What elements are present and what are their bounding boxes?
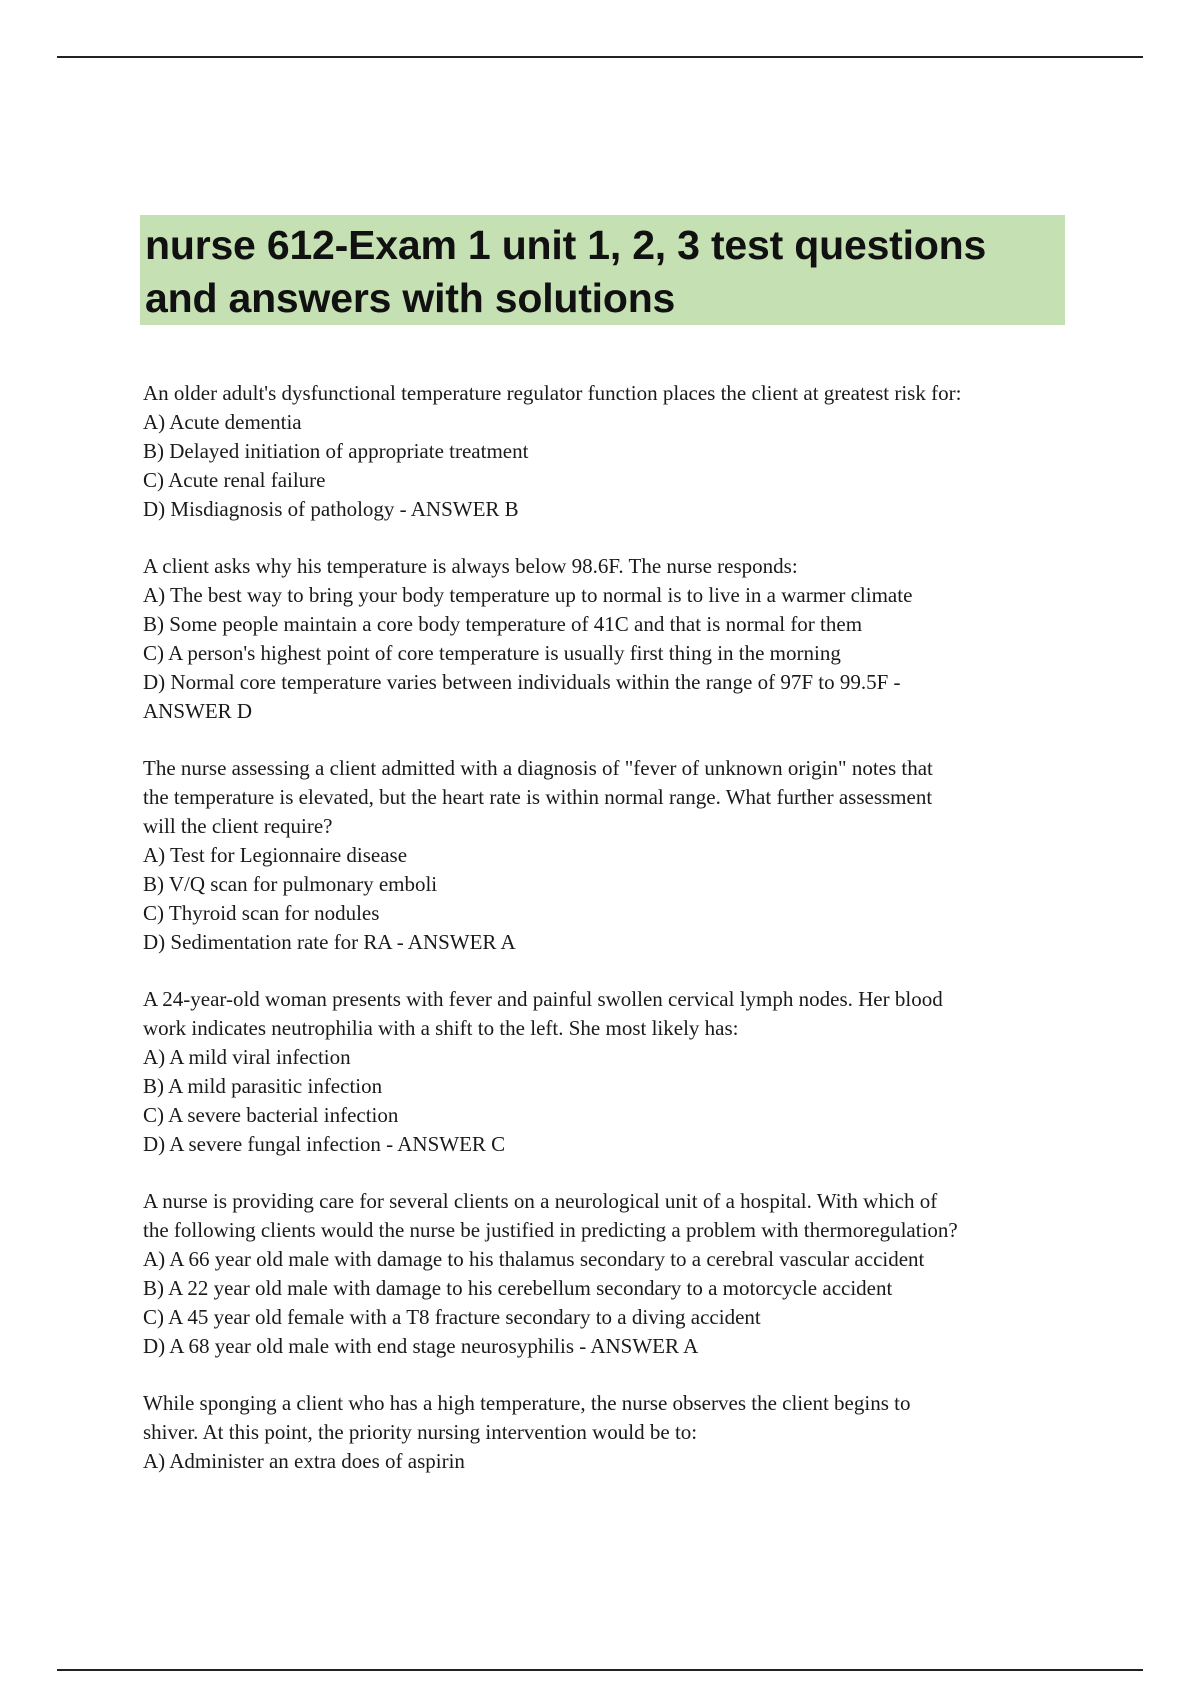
question-text-line: the temperature is elevated, but the heart rate is within normal range. What further assessment bbox=[143, 785, 933, 809]
question-text-line: An older adult's dysfunctional temperature regulator function places the client at greatest risk for: bbox=[143, 381, 962, 405]
question-text-line: B) A mild parasitic infection bbox=[143, 1074, 383, 1098]
question-text-line: B) Delayed initiation of appropriate treatment bbox=[143, 439, 529, 463]
question-text-line: While sponging a client who has a high temperature, the nurse observes the client begins to bbox=[143, 1391, 911, 1415]
question-text-line: ANSWER D bbox=[143, 699, 253, 723]
question-text-line: C) A person's highest point of core temperature is usually first thing in the morning bbox=[143, 641, 841, 665]
question-text-line: A) A mild viral infection bbox=[143, 1045, 351, 1069]
question-text-line: A client asks why his temperature is always below 98.6F. The nurse responds: bbox=[143, 554, 798, 578]
question-text-line: C) A severe bacterial infection bbox=[143, 1103, 399, 1127]
question-text-line: C) Thyroid scan for nodules bbox=[143, 901, 380, 925]
question-text-line: D) Normal core temperature varies between individuals within the range of 97F to 99.5F - bbox=[143, 670, 901, 694]
question-text-line: B) A 22 year old male with damage to his cerebellum secondary to a motorcycle accident bbox=[143, 1276, 893, 1300]
question-block bbox=[143, 754, 1083, 957]
question-text-line: D) A severe fungal infection - ANSWER C bbox=[143, 1132, 506, 1156]
question-list bbox=[143, 379, 1083, 1504]
question-text-line: D) Sedimentation rate for RA - ANSWER A bbox=[143, 930, 516, 954]
question-block bbox=[143, 1187, 1083, 1361]
question-block bbox=[143, 552, 1083, 726]
question-block bbox=[143, 379, 1083, 524]
title-banner bbox=[140, 215, 1065, 325]
question-text-line: D) A 68 year old male with end stage neurosyphilis - ANSWER A bbox=[143, 1334, 699, 1358]
question-text-line: C) Acute renal failure bbox=[143, 468, 326, 492]
title-line-1: nurse 612-Exam 1 unit 1, 2, 3 test questions bbox=[145, 222, 987, 268]
question-text-line: A) Administer an extra does of aspirin bbox=[143, 1449, 465, 1473]
question-text-line: A) The best way to bring your body temperature up to normal is to live in a warmer climate bbox=[143, 583, 913, 607]
question-text-line: the following clients would the nurse be justified in predicting a problem with thermoregulation? bbox=[143, 1218, 958, 1242]
page-title bbox=[145, 219, 1061, 325]
header-rule bbox=[57, 56, 1143, 58]
question-text-line: will the client require? bbox=[143, 814, 333, 838]
question-text-line: C) A 45 year old female with a T8 fracture secondary to a diving accident bbox=[143, 1305, 761, 1329]
question-text-line: B) Some people maintain a core body temperature of 41C and that is normal for them bbox=[143, 612, 863, 636]
question-block bbox=[143, 1389, 1083, 1476]
question-text-line: D) Misdiagnosis of pathology - ANSWER B bbox=[143, 497, 519, 521]
title-line-2: and answers with solutions bbox=[145, 275, 676, 321]
footer-rule bbox=[57, 1669, 1143, 1671]
question-text-line: A nurse is providing care for several clients on a neurological unit of a hospital. With which of bbox=[143, 1189, 938, 1213]
question-text-line: A) Test for Legionnaire disease bbox=[143, 843, 408, 867]
question-text-line: A) Acute dementia bbox=[143, 410, 302, 434]
question-block bbox=[143, 985, 1083, 1159]
question-text-line: The nurse assessing a client admitted with a diagnosis of "fever of unknown origin" notes that bbox=[143, 756, 933, 780]
question-text-line: shiver. At this point, the priority nursing intervention would be to: bbox=[143, 1420, 698, 1444]
question-text-line: B) V/Q scan for pulmonary emboli bbox=[143, 872, 438, 896]
question-text-line: A 24-year-old woman presents with fever and painful swollen cervical lymph nodes. Her blood bbox=[143, 987, 943, 1011]
question-text-line: work indicates neutrophilia with a shift to the left. She most likely has: bbox=[143, 1016, 739, 1040]
question-text-line: A) A 66 year old male with damage to his thalamus secondary to a cerebral vascular accident bbox=[143, 1247, 925, 1271]
